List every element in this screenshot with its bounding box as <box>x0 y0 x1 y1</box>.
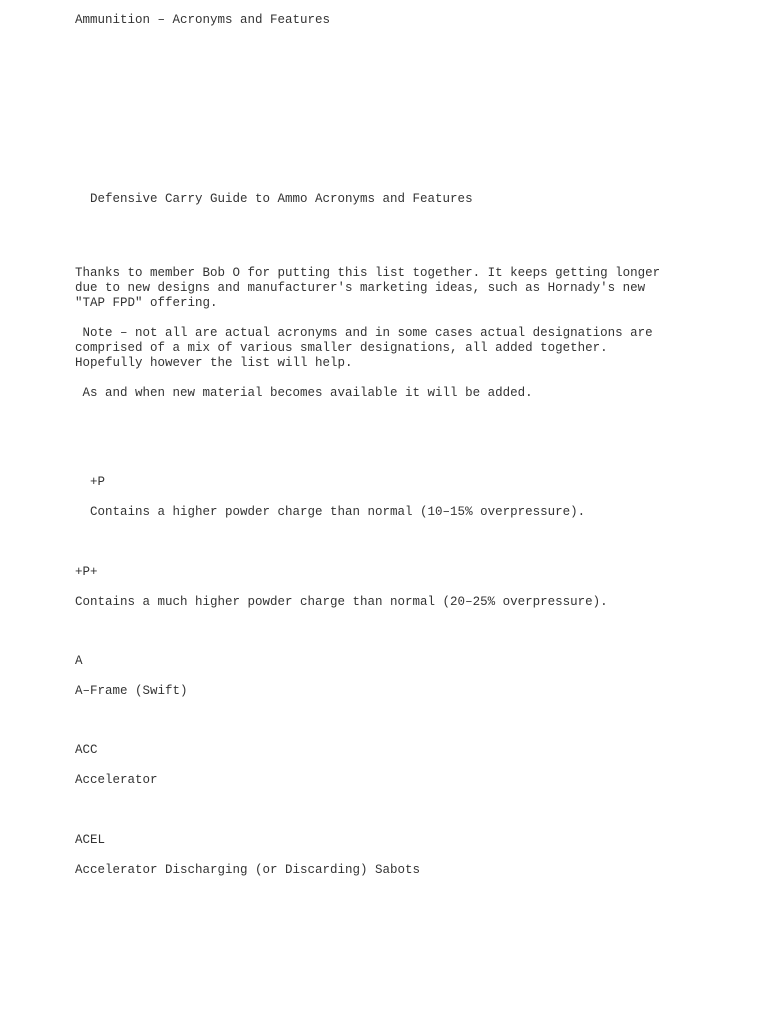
entry-term-plus-p: +P <box>75 475 106 489</box>
intro-paragraph-note: Note – not all are actual acronyms and in some cases actual designations are comprised of a mix of various smaller designations, all added together. Hopefully however the list will help. <box>75 326 653 370</box>
entry-definition-plus-p: Contains a higher powder charge than normal (10–15% overpressure). <box>75 505 586 519</box>
intro-paragraph-credits: Thanks to member Bob O for putting this list together. It keeps getting longer due to new designs and manufacturer's marketing ideas, such as Hornady's new "TAP FPD" offering. <box>75 266 661 310</box>
entry-definition-plus-p-plus: Contains a much higher powder charge than normal (20–25% overpressure). <box>75 595 608 609</box>
page-header-title: Ammunition – Acronyms and Features <box>75 13 331 27</box>
entry-term-a: A <box>75 654 83 668</box>
document-heading: Defensive Carry Guide to Ammo Acronyms and Features <box>75 192 473 206</box>
entry-term-acel: ACEL <box>75 833 106 847</box>
entry-term-plus-p-plus: +P+ <box>75 565 98 579</box>
intro-paragraph-updates: As and when new material becomes available it will be added. <box>75 386 533 400</box>
entry-definition-acel: Accelerator Discharging (or Discarding) Sabots <box>75 863 421 877</box>
entry-term-acc: ACC <box>75 743 98 757</box>
entry-definition-acc: Accelerator <box>75 773 158 787</box>
entry-definition-a: A–Frame (Swift) <box>75 684 188 698</box>
